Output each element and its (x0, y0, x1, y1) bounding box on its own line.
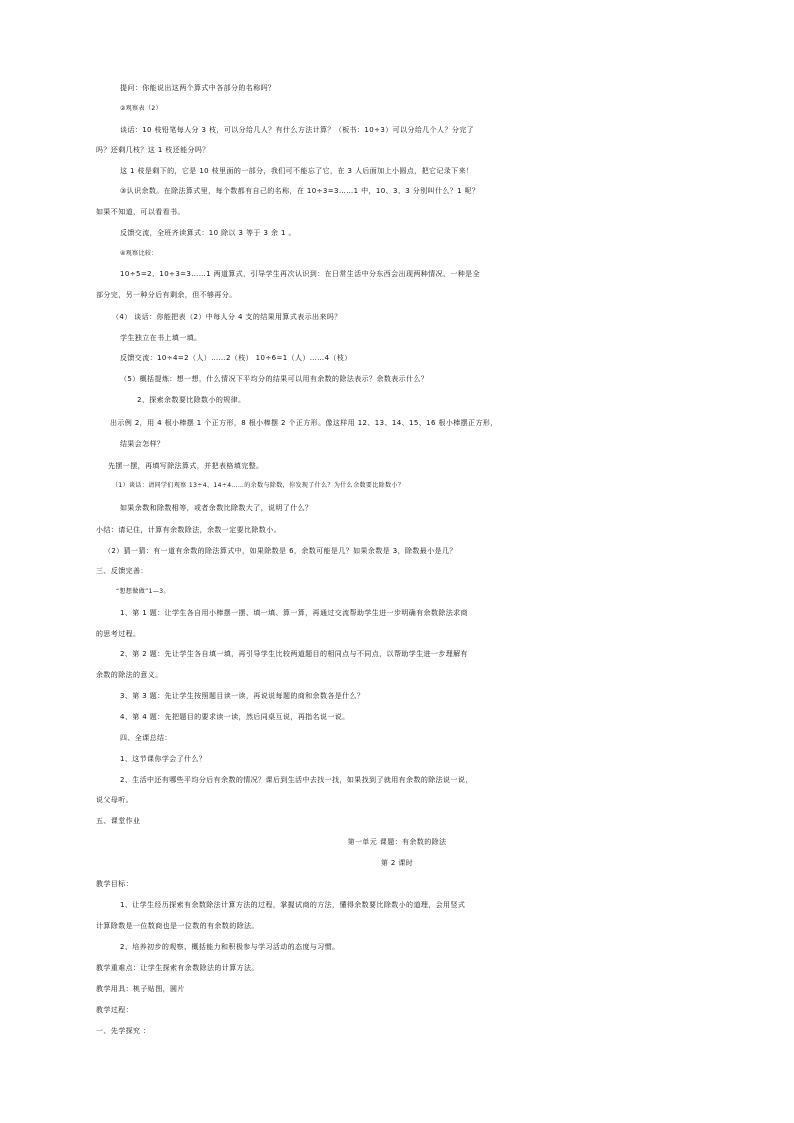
text-line: （4） 谈话：你能把表（2）中每人分 4 支的结果用算式表示出来吗？ (112, 313, 342, 321)
text-line: 2、探索余数要比除数小的规律。 (137, 396, 246, 404)
text-line: 提问：你能说出这两个算式中各部分的名称吗？ (120, 84, 276, 92)
section-heading: 教学目标： (96, 880, 133, 888)
text-line: 学生独立在书上填一填。 (120, 334, 202, 342)
text-line: 小结：请记住，计算有余数除法，余数一定要比除数小。 (96, 526, 281, 534)
text-line: 10÷5=2、10÷3=3……1 两道算式，引导学生再次认识到：在日常生活中分东西会出现两种情况，一种是全 (120, 270, 480, 278)
section-heading: 五、课堂作业 (96, 817, 141, 825)
text-line: 3、第 3 题：先让学生按照题目读一读，再说说每题的商和余数各是什么？ (120, 692, 365, 700)
text-line: 4、第 4 题：先把题目的要求读一读，然后同桌互说，再指名说一说。 (120, 713, 350, 721)
text-line: 的思考过程。 (96, 630, 141, 638)
text-line: 出示例 2，用 4 根小棒摆 1 个正方形，8 根小棒摆 2 个正方形。像这样用 12、13、14、15、16 根小棒摆正方形， (110, 419, 498, 427)
text-line: 1、这节课你学会了什么？ (120, 755, 207, 763)
lesson-subtitle: 第 2 课时 (380, 859, 414, 867)
text-line: ②观察表（2） (120, 105, 162, 112)
section-heading: 三、反馈完善： (96, 567, 148, 575)
text-line: 余数的除法的意义。 (96, 671, 163, 679)
text-line: 反馈交流，全班齐读算式：10 除以 3 等于 3 余 1 。 (120, 229, 296, 237)
text-line: 如果余数和除数相等，或者余数比除数大了，说明了什么？ (120, 504, 313, 512)
section-heading: 四、全课总结： (120, 734, 172, 742)
text-line: 这 1 枝是剩下的，它是 10 枝里面的一部分，我们可不能忘了它，在 3 人后面加上小圆点，把它记录下来！ (120, 167, 474, 175)
section-heading: 教学过程： (96, 1006, 133, 1014)
text-line: 吗？还剩几枝？这 1 枝还能分吗？ (96, 146, 210, 154)
text-line: 教学用具：桃子贴图，圆片 (96, 985, 185, 993)
text-line: ③认识余数。在除法算式里，每个数都有自己的名称，在 10÷3=3……1 中，10、3、3 分别叫什么？1 呢？ (120, 187, 480, 195)
text-line: 说父母听。 (96, 796, 133, 804)
text-line: “想想做做”1—3。 (116, 588, 170, 595)
text-line: 计算除数是一位数商也是一位数的有余数的除法。 (96, 922, 259, 930)
lesson-title: 第一单元 课题：有余数的除法 (347, 838, 447, 846)
text-line: 如果不知道，可以看看书。 (96, 208, 185, 216)
text-line: 结果会怎样？ (120, 440, 165, 448)
text-line: 2、第 2 题：先让学生各自填一填，再引导学生比较两道题目的相同点与不同点，以帮助学生进一步理解有 (120, 650, 468, 658)
text-line: 1、第 1 题：让学生各自用小棒摆一摆、填一填、算一算，再通过交流帮助学生进一步明确有余数除法求商 (120, 609, 468, 617)
text-line: 部分完，另一种分后有剩余，但不够再分。 (96, 291, 237, 299)
text-line: （1）谈话：请同学们观察 13÷4、14÷4……的余数与除数，你发现了什么？为什么余数要比除数小？ (112, 482, 405, 489)
text-line: 2、培养初步的观察、概括能力和积极参与学习活动的态度与习惯。 (120, 943, 340, 951)
text-line: ④观察比较： (120, 250, 158, 257)
text-line: （5）概括提炼：想一想，什么情况下平均分的结果可以用有余数的除法表示？余数表示什么？ (120, 375, 429, 383)
text-line: （2）猜一猜：有一道有余数的除法算式中，如果除数是 6，余数可能是几？如果余数是 3，除数最小是几？ (104, 547, 457, 555)
text-line: 教学重难点：让学生探索有余数除法的计算方法。 (96, 964, 259, 972)
text-line: 反馈交流：10÷4=2（人）……2（枝） 10÷6=1（人）……4（枝） (120, 354, 352, 362)
text-line: 谈话：10 枝铅笔每人分 3 枝，可以分给几人？有什么方法计算？（板书：10÷3）可以分给几个人？分完了 (120, 126, 475, 134)
text-line: 先摆一摆，再填写除法算式，并把表格填完整。 (108, 462, 264, 470)
text-line: 1、让学生经历探索有余数除法计算方法的过程，掌握试商的方法，懂得余数要比除数小的道理，会用竖式 (120, 901, 466, 909)
text-line: 2、生活中还有哪些平均分后有余数的情况？课后到生活中去找一找，如果找到了就用有余数的除法说一说， (120, 776, 473, 784)
section-heading: 一、先学探究 ： (96, 1027, 151, 1035)
